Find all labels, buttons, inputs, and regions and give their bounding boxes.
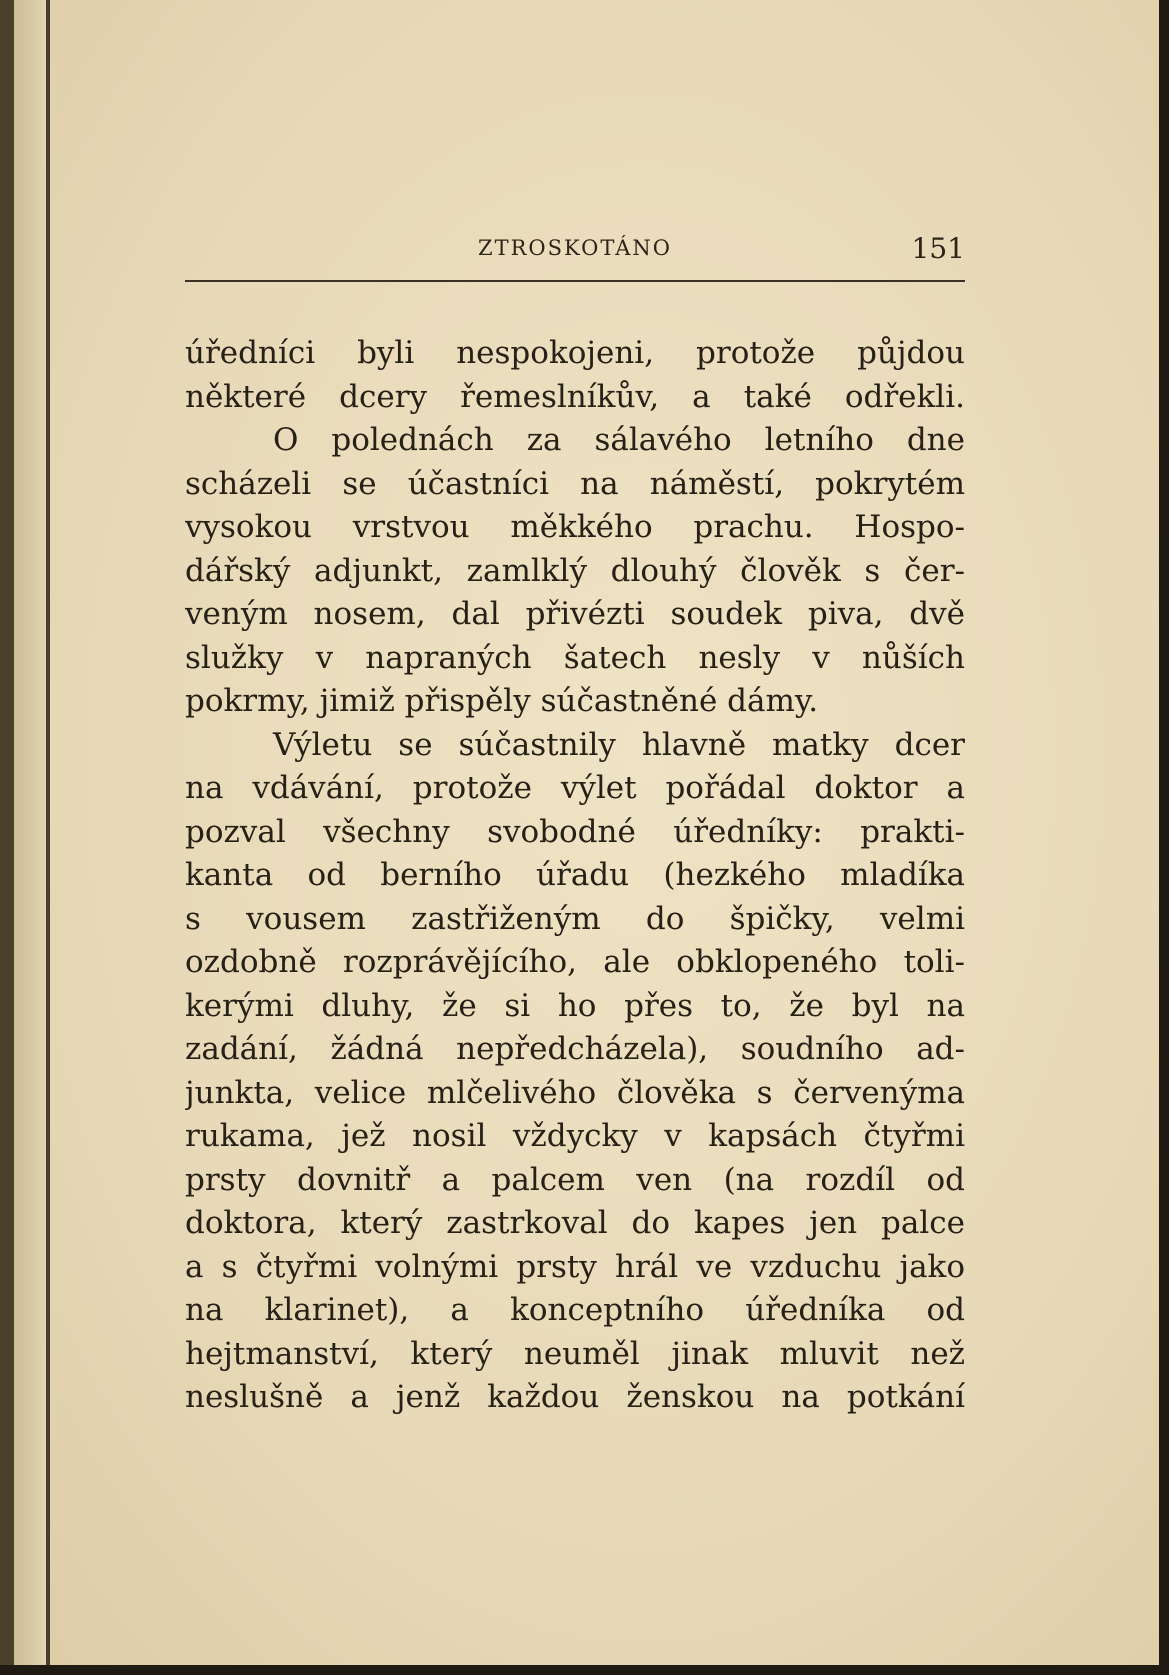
- text-line: veným nosem, dal přivézti soudek piva, dvě: [185, 596, 965, 632]
- text-line: úředníci byli nespokojeni, protože půjdou: [185, 335, 965, 371]
- gutter-line: [46, 0, 50, 1675]
- text-line: pozval všechny svobodné úředníky: prakti-: [185, 813, 965, 850]
- text-line: vysokou vrstvou měkkého prachu. Hospo-: [185, 509, 965, 545]
- page-number: 151: [911, 232, 965, 265]
- text-line: hejtmanství, který neuměl jinak mluvit než: [185, 1335, 965, 1372]
- text-line: prsty dovnitř a palcem ven (na rozdíl od: [185, 1161, 965, 1198]
- text-line: kanta od berního úřadu (hezkého mladíka: [185, 857, 965, 893]
- text-line: junkta, velice mlčelivého člověka s červenýma: [185, 1074, 965, 1111]
- text-line: pokrmy, jimiž přispěly súčastněné dámy.: [185, 683, 819, 719]
- text-line: O polednách za sálavého letního dne: [273, 422, 965, 458]
- body-text: [185, 332, 965, 1420]
- bottom-scan-edge: [0, 1665, 1169, 1675]
- text-line: doktora, který zastrkoval do kapes jen palce: [185, 1205, 965, 1241]
- text-line: neslušně a jenž každou ženskou na potkání: [185, 1379, 965, 1415]
- text-line: scházeli se účastníci na náměstí, pokrytém: [185, 465, 965, 502]
- text-line: některé dcery řemeslníkův, a také odřekli.: [185, 378, 965, 415]
- header-rule: [185, 280, 965, 282]
- text-line: na vdávání, protože výlet pořádal doktor a: [185, 770, 965, 806]
- text-line: služky v napraných šatech nesly v nůších: [185, 639, 965, 676]
- text-line: rukama, jež nosil vždycky v kapsách čtyřmi: [185, 1118, 965, 1154]
- text-line: ozdobně rozprávějícího, ale obklopeného toli-: [185, 944, 965, 980]
- page-header: [185, 232, 965, 272]
- text-line: s vousem zastřiženým do špičky, velmi: [185, 900, 965, 937]
- right-scan-edge: [1159, 0, 1169, 1675]
- text-line: kerými dluhy, že si ho přes to, že byl na: [185, 987, 965, 1024]
- running-title: ZTROSKOTÁNO: [478, 236, 672, 260]
- gutter-shadow: [14, 0, 46, 1675]
- text-line: na klarinet), a konceptního úředníka od: [185, 1292, 965, 1328]
- text-line: zadání, žádná nepředcházela), soudního ad-: [185, 1031, 965, 1067]
- text-line: Výletu se súčastnily hlavně matky dcer: [273, 726, 965, 763]
- text-line: dářský adjunkt, zamlklý dlouhý člověk s čer-: [185, 552, 965, 589]
- text-line: a s čtyřmi volnými prsty hrál ve vzduchu jako: [185, 1248, 965, 1285]
- binding-edge: [0, 0, 14, 1675]
